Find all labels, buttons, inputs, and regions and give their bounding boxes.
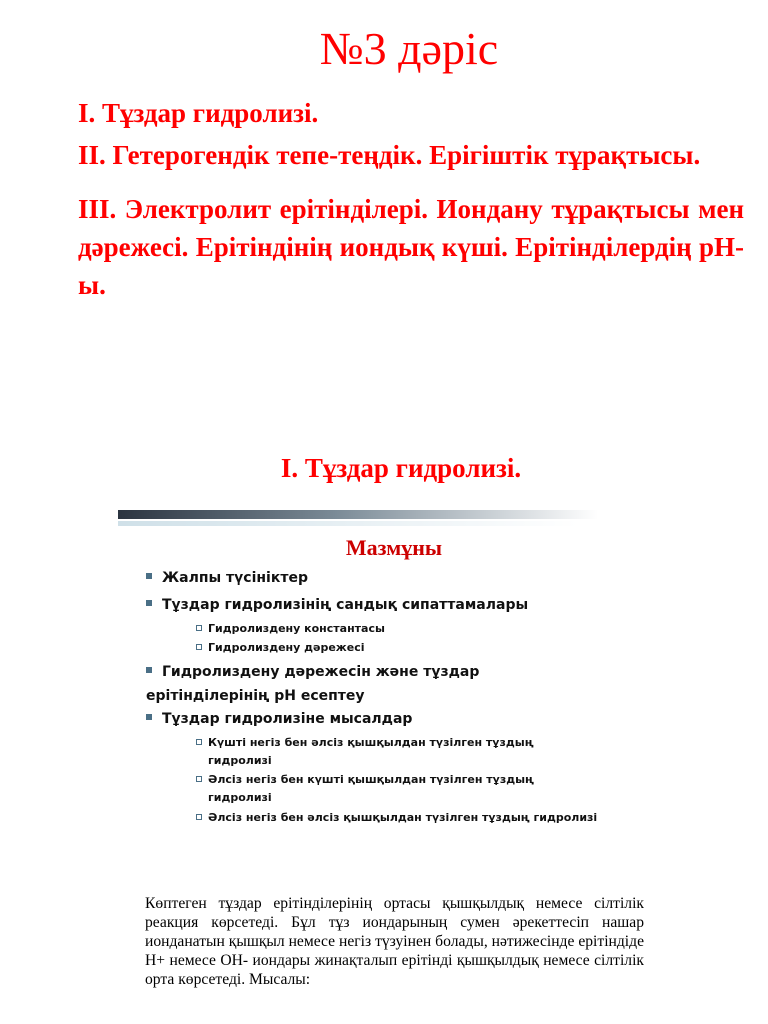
decorative-gradient-bar (118, 508, 598, 528)
contents-subitem-line2: гидролизі (208, 754, 272, 767)
contents-subitem-line2: гидролизі (208, 791, 272, 804)
contents-title: Мазмұны (345, 535, 443, 560)
contents-subitem (196, 809, 616, 827)
hollow-bullet-icon (196, 814, 202, 820)
contents-subitem (196, 639, 596, 657)
contents-subitem (196, 620, 596, 638)
contents-item-label: Тұздар гидролизінің сандық сипаттамалары (162, 597, 529, 613)
square-bullet-icon (146, 573, 152, 579)
contents-item-label: Тұздар гидролизіне мысалдар (162, 711, 413, 727)
contents-subitem-label: Гидролиздену дәрежесі (208, 641, 365, 654)
topic-3: ІІІ. Электролит ерітінділері. Иондану тұрақтысы мен дәрежесі. Ерітіндінің иондық күші. Ерітінділердің рН-ы. (78, 194, 744, 300)
lecture-title: №3 дәріс (319, 23, 499, 74)
contents-subitem (196, 734, 596, 770)
contents-item (146, 707, 606, 731)
section-heading: І. Тұздар гидролизі. (280, 453, 522, 483)
contents-item (146, 566, 606, 590)
hollow-bullet-icon (196, 644, 202, 650)
square-bullet-icon (146, 600, 152, 606)
body-paragraph: Көптеген тұздар ерітінділерінің ортасы қышқылдық немесе сілтілік реакция көрсетеді. Бұл тұз иондарының сумен әрекеттесіп нашар ионданатын қышқыл немесе негіз түзуінен болады, нәтижесінде ерітіндіде Н+ немесе ОН- иондары жинақталып ерітінді қышқылдық немесе сілтілік орта көрсетеді. Мысалы: (145, 895, 644, 988)
contents-subitem-line1: Күшті негіз бен әлсіз қышқылдан түзілген тұздың (208, 736, 534, 749)
contents-item (146, 593, 606, 617)
topic-1: І. Тұздар гидролизі. (78, 98, 319, 128)
square-bullet-icon (146, 667, 152, 673)
topic-2: ІІ. Гетерогендік тепе-теңдік. Ерігіштік тұрақтысы. (78, 140, 701, 170)
contents-item-label: Гидролиздену дәрежесін және тұздар ерітінділерінің рН есептеу (146, 664, 480, 704)
square-bullet-icon (146, 714, 152, 720)
contents-subitem-line1: Әлсіз негіз бен әлсіз қышқылдан түзілген тұздың гидролизі (208, 811, 598, 824)
contents-subitem-line1: Әлсіз негіз бен күшті қышқылдан түзілген тұздың (208, 773, 534, 786)
contents-subitem (196, 771, 596, 807)
hollow-bullet-icon (196, 625, 202, 631)
contents-item-label: Жалпы түсініктер (162, 570, 308, 586)
hollow-bullet-icon (196, 776, 202, 782)
contents-item (146, 660, 596, 708)
contents-subitem-label: Гидролиздену константасы (208, 622, 385, 635)
hollow-bullet-icon (196, 739, 202, 745)
